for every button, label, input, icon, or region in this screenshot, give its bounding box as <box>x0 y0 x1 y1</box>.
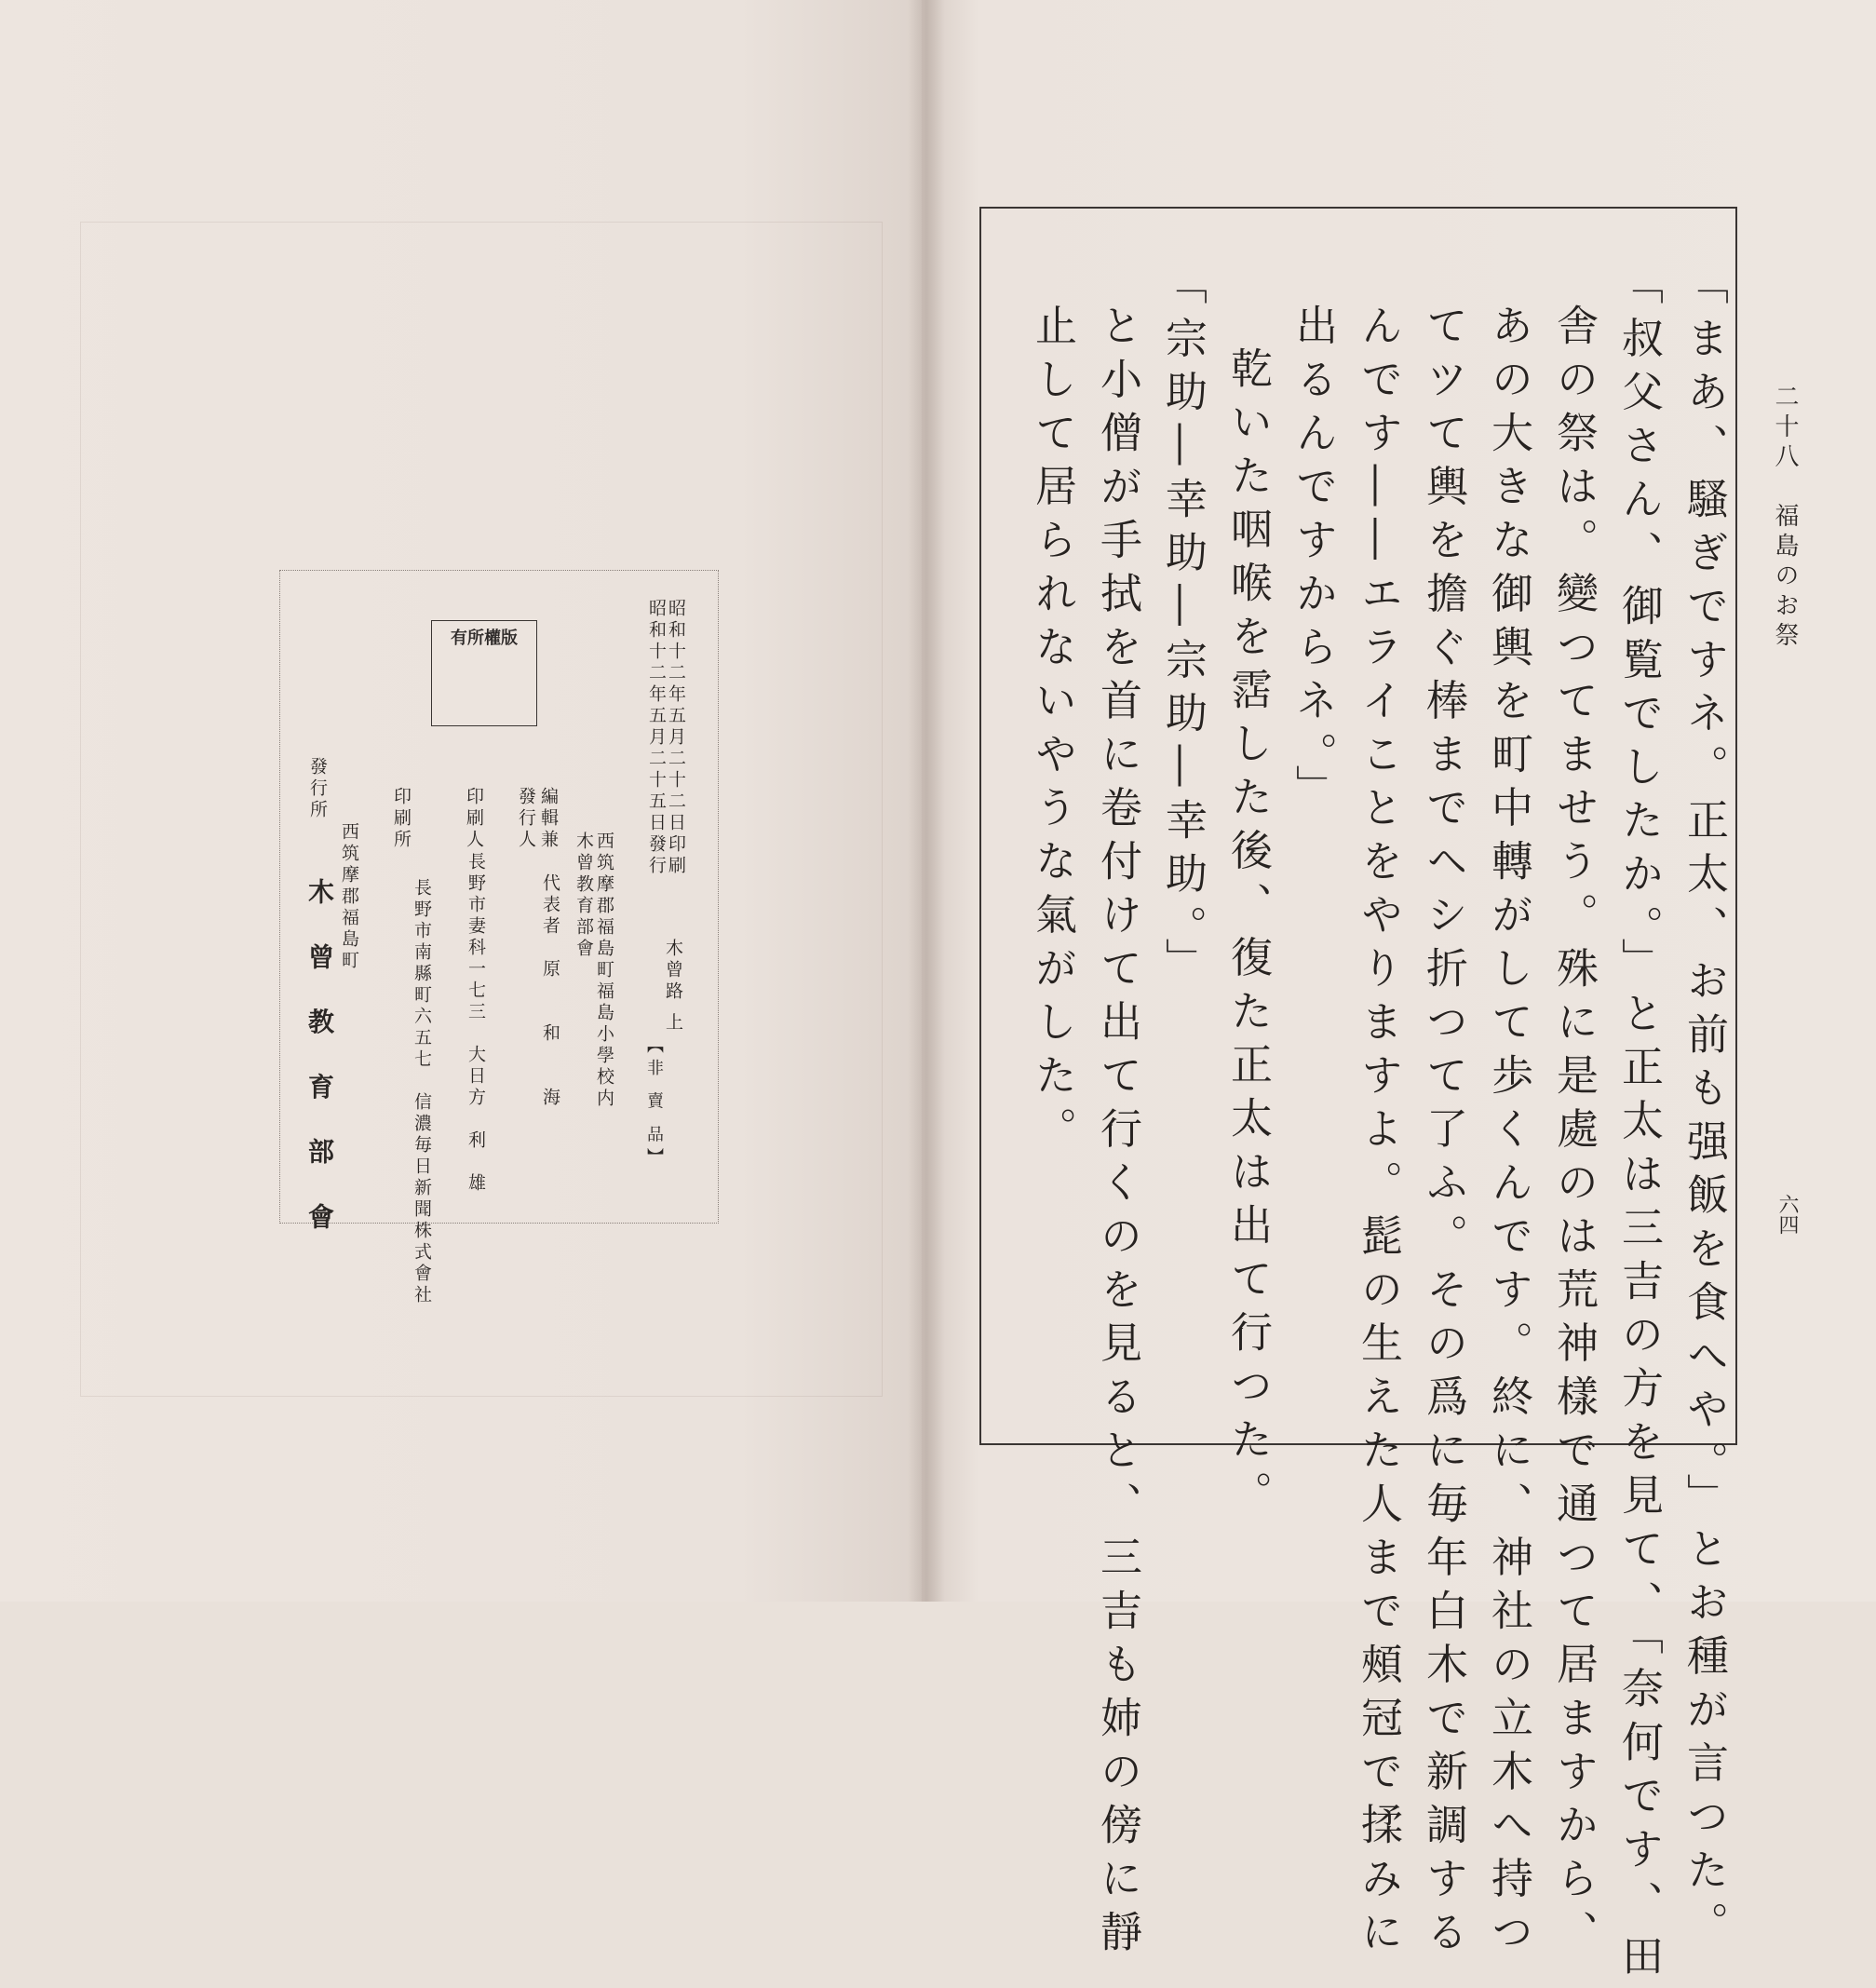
print-date: 昭和十二年五月二十二日印刷 <box>666 599 686 877</box>
printer-person: 長野市妻科一七三 大日方 利 雄 <box>466 852 486 1195</box>
text-line-10: と小僧が手拭を首に卷付けて出て行くのを見ると、三吉も姉の傍に靜 <box>1093 304 1142 1964</box>
colophon <box>279 570 719 1306</box>
text-line-1: 「まあ、騷ぎですネ。正太、お前も强飯を食へや。」とお種が言つた。 <box>1680 263 1729 1955</box>
book-gutter <box>908 0 945 1602</box>
print-house: 長野市南縣町六五七 信濃毎日新聞株式會社 <box>412 878 432 1306</box>
text-line-3: 舎の祭は。變つてませう。殊に是處のは荒神樣で通つて居ますから、 <box>1549 304 1599 1964</box>
publisher-house: 木 曾 教 育 部 會 <box>304 878 335 1244</box>
publish-date: 昭和十二年五月二十五日發行 <box>646 599 667 877</box>
publisher-house-address: 西筑摩郡福島町 <box>339 822 359 972</box>
print-house-label: 印刷所 <box>391 787 412 851</box>
representative: 代表者 原 和 海 <box>540 873 560 1109</box>
not-for-sale: 【非 賣 品】 <box>644 1036 664 1170</box>
publisher-label: 發行人 <box>516 787 536 851</box>
text-line-9: 「宗助―幸助―宗助―幸助。」 <box>1158 263 1208 992</box>
editor-label: 編輯兼 <box>538 787 559 851</box>
text-line-6: んです――エライことをやりますよ。髭の生えた人まで頰冠で揉みに <box>1354 304 1403 1964</box>
text-line-7: 出るんですからネ。」 <box>1289 304 1338 818</box>
copyright-stamp-text: 有所權版 <box>451 629 518 648</box>
editor-address: 西筑摩郡福島町福島小學校内 <box>594 832 614 1110</box>
page-number: 六四 <box>1775 1194 1799 1235</box>
text-line-8: 乾いた咽喉を霑した後、復た正太は出て行つた。 <box>1223 346 1273 1524</box>
copyright-stamp <box>431 620 537 726</box>
text-line-11: 止して居られないやうな氣がした。 <box>1028 304 1077 1160</box>
text-line-2: 「叔父さん、御覧でしたか。」と正太は三吉の方を見て、「奈何です、田 <box>1614 263 1664 1988</box>
publisher-house-label: 發行所 <box>307 757 328 821</box>
text-line-5: てツて輿を擔ぐ棒までヘシ折つて了ふ。その爲に毎年白木で新調する <box>1419 304 1468 1964</box>
printer-label: 印刷人 <box>464 787 484 851</box>
running-head: 二十八 福島のお祭 <box>1771 384 1799 652</box>
editor-org: 木曾教育部會 <box>574 832 594 960</box>
book-title: 木曾路 上 <box>663 939 683 1035</box>
text-line-4: あの大きな御輿を町中轉がして歩くんです。終に、神社の立木へ持つ <box>1484 304 1533 1964</box>
